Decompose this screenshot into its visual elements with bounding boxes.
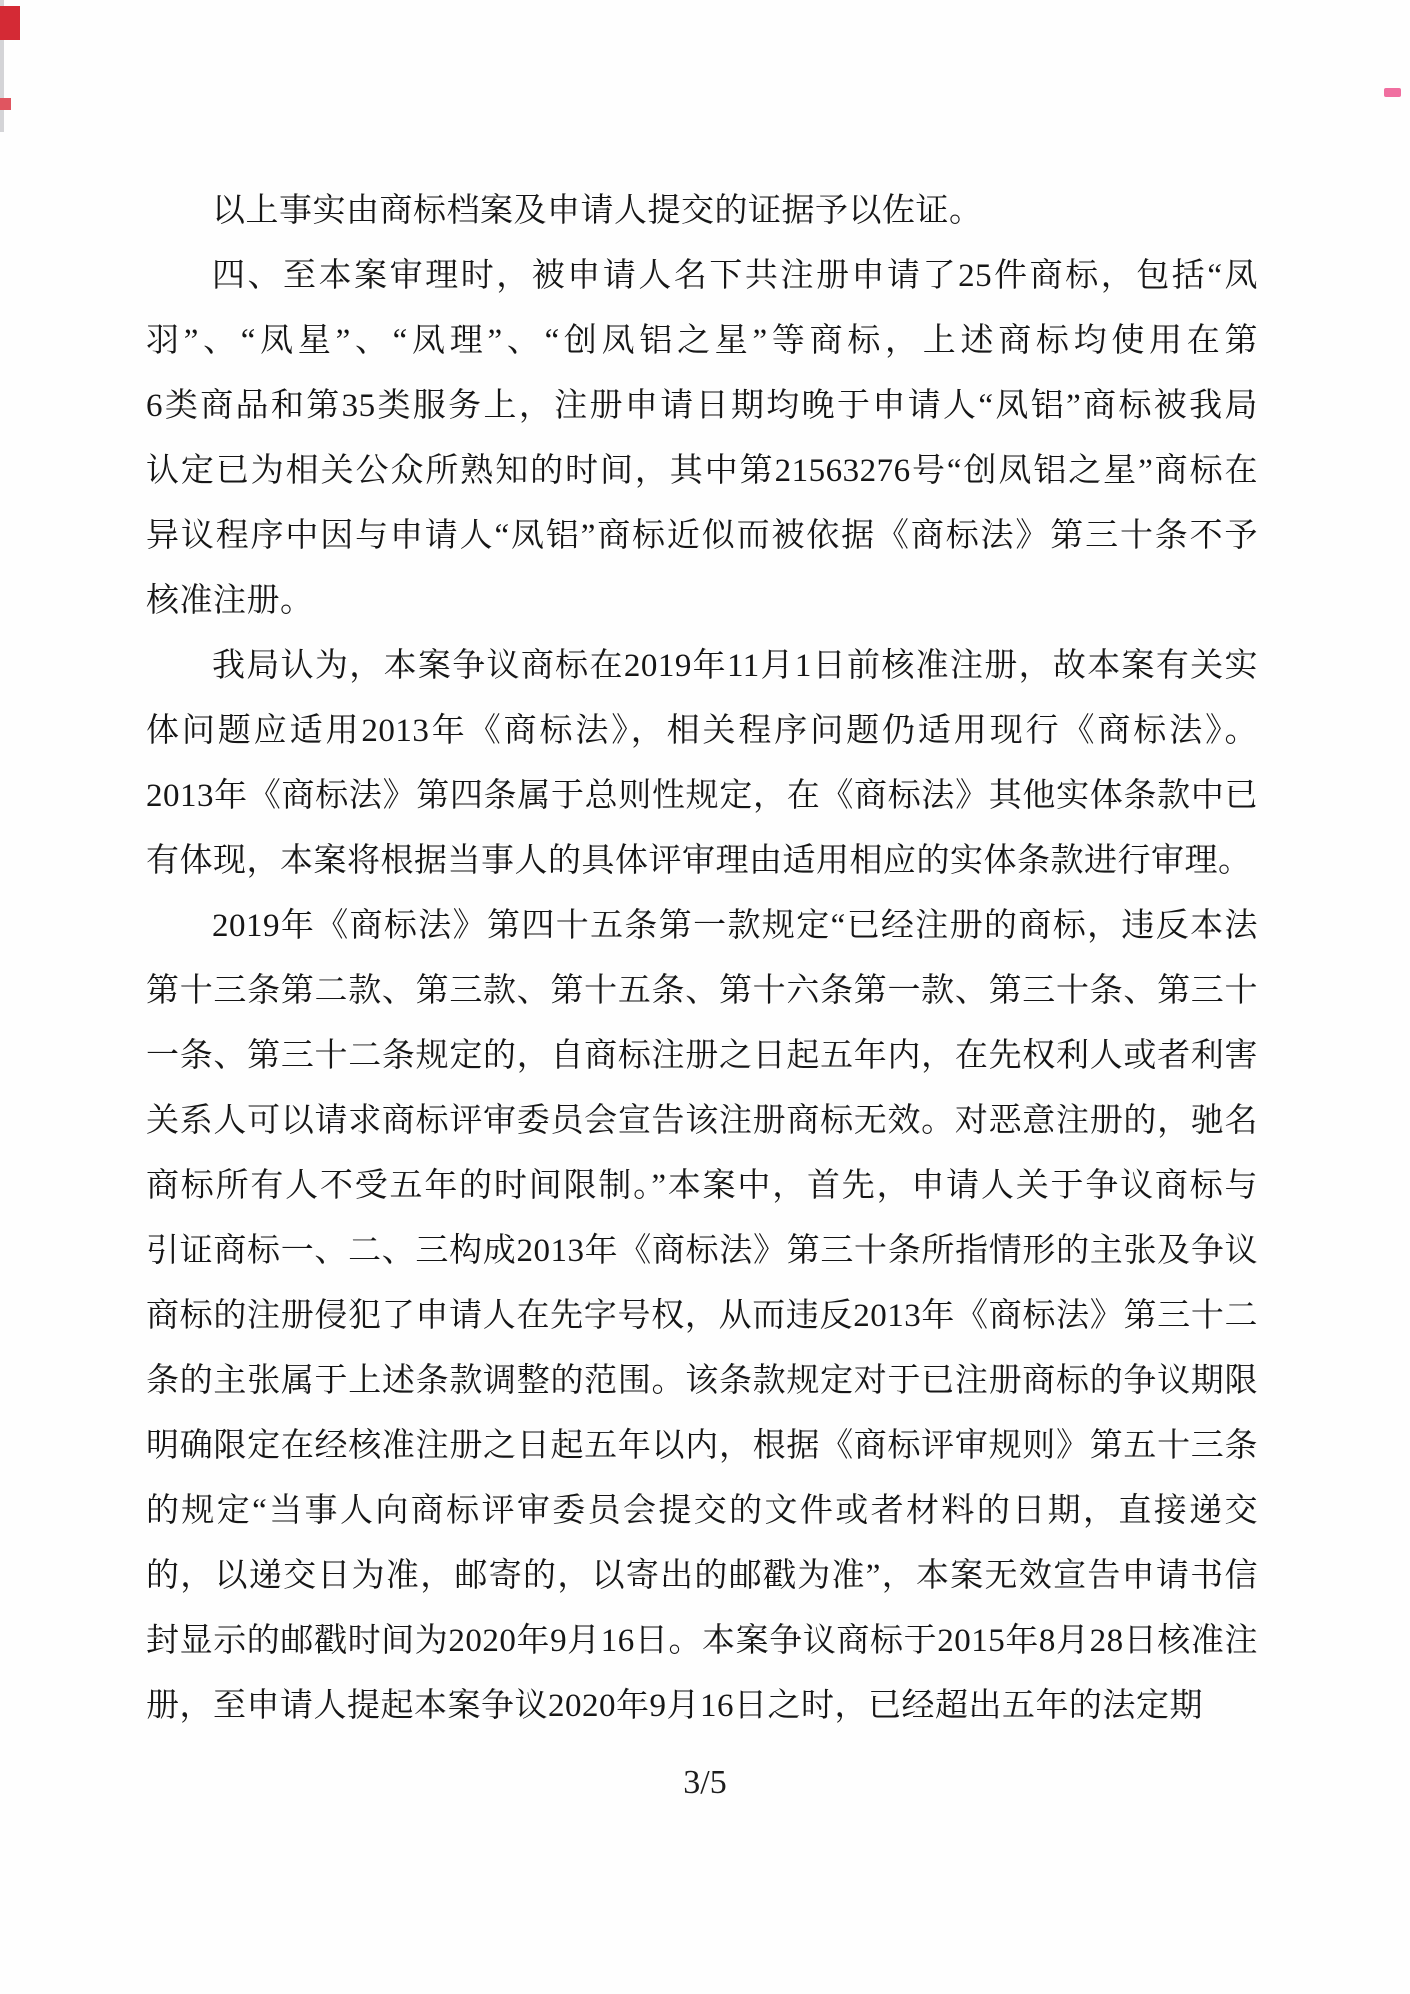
scan-artifact-pink-dash — [1384, 88, 1401, 97]
text-line: 有体现，本案将根据当事人的具体评审理由适用相应的实体条款进行审理。 — [146, 843, 1252, 879]
document-body-text — [146, 179, 1258, 1739]
text-line: 四、至本案审理时，被申请人名下共注册申请了25件商标，包括“凤 — [212, 258, 1258, 294]
text-line: 以上事实由商标档案及申请人提交的证据予以佐证。 — [212, 193, 983, 229]
text-line: 第十三条第二款、第三款、第十五条、第十六条第一款、第三十条、第三十 — [146, 973, 1258, 1009]
text-line: 一条、第三十二条规定的，自商标注册之日起五年内，在先权利人或者利害 — [146, 1038, 1258, 1074]
text-line: 条的主张属于上述条款调整的范围。该条款规定对于已注册商标的争议期限 — [146, 1363, 1258, 1399]
text-line: 2019年《商标法》第四十五条第一款规定“已经注册的商标，违反本法 — [212, 908, 1258, 944]
scan-artifact-red-mark — [0, 6, 20, 40]
text-line: 封显示的邮戳时间为2020年9月16日。本案争议商标于2015年8月28日核准注 — [146, 1623, 1258, 1659]
text-line: 2013年《商标法》第四条属于总则性规定，在《商标法》其他实体条款中已 — [146, 778, 1258, 814]
text-line: 的规定“当事人向商标评审委员会提交的文件或者材料的日期，直接递交 — [146, 1493, 1258, 1529]
text-line: 体问题应适用2013年《商标法》，相关程序问题仍适用现行《商标法》。 — [146, 713, 1258, 749]
text-line: 引证商标一、二、三构成2013年《商标法》第三十条所指情形的主张及争议 — [146, 1233, 1258, 1269]
scan-artifact-red-dash — [0, 98, 11, 110]
text-line: 我局认为，本案争议商标在2019年11月1日前核准注册，故本案有关实 — [212, 648, 1258, 684]
text-line: 商标所有人不受五年的时间限制。”本案中，首先，申请人关于争议商标与 — [146, 1168, 1258, 1204]
text-line: 的，以递交日为准，邮寄的，以寄出的邮戳为准”，本案无效宣告申请书信 — [146, 1558, 1258, 1594]
text-line: 认定已为相关公众所熟知的时间，其中第21563276号“创凤铝之星”商标在 — [146, 453, 1258, 489]
text-line: 关系人可以请求商标评审委员会宣告该注册商标无效。对恶意注册的，驰名 — [146, 1103, 1258, 1139]
text-line: 核准注册。 — [146, 583, 314, 619]
text-line: 6类商品和第35类服务上，注册申请日期均晚于申请人“凤铝”商标被我局 — [146, 388, 1258, 424]
text-line: 明确限定在经核准注册之日起五年以内，根据《商标评审规则》第五十三条 — [146, 1428, 1258, 1464]
text-line: 异议程序中因与申请人“凤铝”商标近似而被依据《商标法》第三十条不予 — [146, 518, 1258, 554]
text-line: 商标的注册侵犯了申请人在先字号权，从而违反2013年《商标法》第三十二 — [146, 1298, 1258, 1334]
page-number: 3/5 — [683, 1764, 727, 1801]
text-line: 羽”、“凤星”、“凤理”、“创凤铝之星”等商标，上述商标均使用在第 — [146, 323, 1258, 359]
text-line: 册，至申请人提起本案争议2020年9月16日之时，已经超出五年的法定期 — [146, 1688, 1203, 1724]
